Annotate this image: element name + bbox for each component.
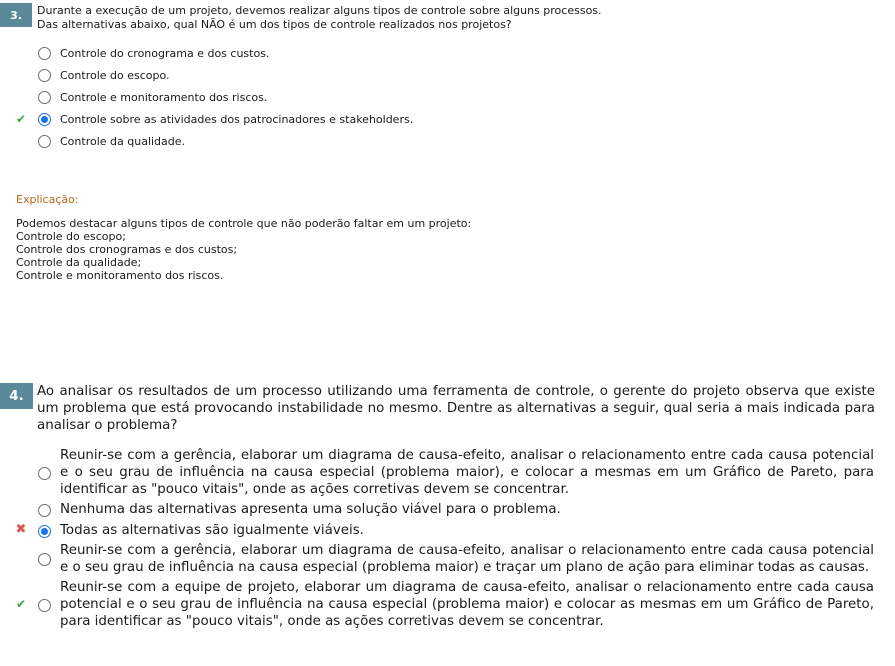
radio-button[interactable]	[38, 504, 51, 517]
question-3-line-2: Das alternativas abaixo, qual NÃO é um dos tipos de controle realizados nos projetos?	[37, 17, 512, 31]
option-label: Controle sobre as atividades dos patrocinadores e stakeholders.	[60, 113, 414, 126]
option-label: Reunir-se com a equipe de projeto, elaborar um diagrama de causa-efeito, analisar o relacionamento entre cada causa potencial e o seu grau de influência na causa especial (problema maior) e colocar as mesmas em um Gráfico de Pareto, para identificar as "pouco vitais", onde as ações corretivas devem se concentrar.	[60, 580, 874, 629]
question-number-badge: 4.	[0, 383, 33, 409]
question-number-badge: 3.	[0, 3, 32, 27]
q4-option-5[interactable]	[38, 580, 874, 630]
q3-option-3[interactable]	[38, 91, 267, 105]
option-label: Controle e monitoramento dos riscos.	[60, 91, 268, 104]
radio-button[interactable]	[38, 69, 51, 82]
option-label: Controle da qualidade.	[60, 135, 186, 148]
correct-check-icon: ✔	[15, 597, 27, 611]
q3-option-2[interactable]	[38, 69, 170, 83]
radio-button-selected[interactable]	[38, 525, 51, 538]
explanation-line: Controle do escopo;	[16, 230, 126, 243]
q4-option-2[interactable]	[38, 502, 874, 519]
question-3-text	[37, 4, 877, 32]
option-label: Reunir-se com a gerência, elaborar um diagrama de causa-efeito, analisar o relacionamento entre cada causa potencial e o seu grau de influência na causa especial (problema maior), e colocar a mesmas em um Gráfico de Pareto, para identificar as "pouco vitais", onde as ações corretivas devem se concentrar.	[60, 448, 874, 497]
q3-option-4[interactable]	[38, 113, 413, 127]
explanation-line: Controle dos cronogramas e dos custos;	[16, 243, 238, 256]
question-3-line-1: Durante a execução de um projeto, devemos realizar alguns tipos de controle sobre alguns processos.	[37, 4, 602, 17]
option-label: Controle do escopo.	[60, 69, 170, 82]
correct-check-icon: ✔	[15, 112, 27, 126]
radio-button[interactable]	[38, 91, 51, 104]
radio-button[interactable]	[38, 553, 51, 566]
option-label: Controle do cronograma e dos custos.	[60, 47, 270, 60]
radio-button[interactable]	[38, 599, 51, 612]
radio-button[interactable]	[38, 467, 51, 480]
incorrect-cross-icon: ✖	[15, 522, 27, 537]
q4-option-1[interactable]	[38, 448, 874, 498]
explanation-line: Controle e monitoramento dos riscos.	[16, 269, 224, 282]
q4-option-3[interactable]	[38, 523, 874, 540]
radio-button[interactable]	[38, 135, 51, 148]
explanation-body	[16, 217, 471, 282]
radio-button-selected[interactable]	[38, 113, 51, 126]
explanation-line: Controle da qualidade;	[16, 256, 142, 269]
q4-option-4[interactable]	[38, 543, 874, 577]
q3-option-1[interactable]	[38, 47, 269, 61]
explanation-title: Explicação:	[16, 193, 79, 206]
option-label: Nenhuma das alternativas apresenta uma solução viável para o problema.	[60, 502, 561, 517]
radio-button[interactable]	[38, 47, 51, 60]
explanation-line: Podemos destacar alguns tipos de controle que não poderão faltar em um projeto:	[16, 217, 472, 230]
option-label: Todas as alternativas são igualmente viáveis.	[60, 523, 364, 538]
question-4-text: Ao analisar os resultados de um processo utilizando uma ferramenta de controle, o gerente do projeto observa que existe um problema que está provocando instabilidade no mesmo. Dentre as alternativas a seguir, qual seria a mais indicada para analisar o problema?	[37, 384, 875, 433]
option-label: Reunir-se com a gerência, elaborar um diagrama de causa-efeito, analisar o relacionamento entre cada causa potencial e o seu grau de influência na causa especial (problema maior) e traçar um plano de ação para eliminar todas as causas.	[60, 543, 874, 575]
q3-option-5[interactable]	[38, 135, 185, 149]
